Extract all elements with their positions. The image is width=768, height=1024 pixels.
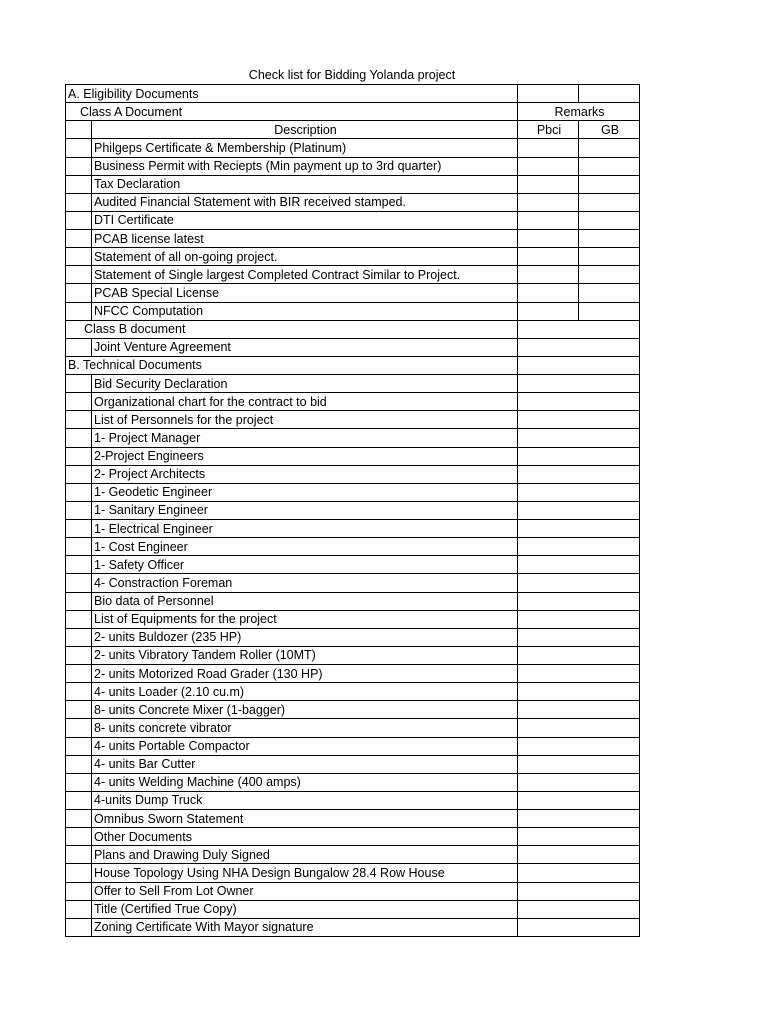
checklist-row xyxy=(66,683,640,701)
item-description: 2- units Buldozer (235 HP) xyxy=(92,628,518,646)
checklist-table xyxy=(65,84,640,937)
gb-header: GB xyxy=(579,121,640,139)
gb-checkbox-cell[interactable] xyxy=(579,193,640,211)
indent-cell xyxy=(66,918,92,936)
remarks-cell[interactable] xyxy=(518,646,640,664)
remarks-cell[interactable] xyxy=(518,483,640,501)
indent-cell xyxy=(66,719,92,737)
gb-checkbox-cell[interactable] xyxy=(579,175,640,193)
item-description: Offer to Sell From Lot Owner xyxy=(92,882,518,900)
indent-cell xyxy=(66,882,92,900)
checklist-row xyxy=(66,520,640,538)
checklist-row xyxy=(66,157,640,175)
section-a-row xyxy=(66,85,640,103)
checklist-row xyxy=(66,646,640,664)
checklist-row xyxy=(66,266,640,284)
indent-cell xyxy=(66,429,92,447)
pbci-checkbox-cell[interactable] xyxy=(518,211,579,229)
item-description: 1- Safety Officer xyxy=(92,556,518,574)
section-b-row xyxy=(66,356,640,374)
remarks-cell[interactable] xyxy=(518,393,640,411)
checklist-row xyxy=(66,302,640,320)
remarks-cell[interactable] xyxy=(518,918,640,936)
checklist-row xyxy=(66,483,640,501)
item-description: NFCC Computation xyxy=(92,302,518,320)
indent-cell xyxy=(66,683,92,701)
remarks-cell[interactable] xyxy=(518,520,640,538)
indent-cell xyxy=(66,900,92,918)
blank-cell xyxy=(579,85,640,103)
remarks-cell[interactable] xyxy=(518,882,640,900)
remarks-cell[interactable] xyxy=(518,701,640,719)
document-title: Check list for Bidding Yolanda project xyxy=(248,68,456,82)
checklist-row xyxy=(66,465,640,483)
remarks-cell[interactable] xyxy=(518,846,640,864)
checklist-row xyxy=(66,338,640,356)
remarks-cell[interactable] xyxy=(518,755,640,773)
pbci-checkbox-cell[interactable] xyxy=(518,175,579,193)
item-description: Other Documents xyxy=(92,828,518,846)
checklist-row xyxy=(66,737,640,755)
item-description: 2-Project Engineers xyxy=(92,447,518,465)
item-description: List of Personnels for the project xyxy=(92,411,518,429)
item-description: Plans and Drawing Duly Signed xyxy=(92,846,518,864)
indent-cell xyxy=(66,538,92,556)
item-description: Tax Declaration xyxy=(92,175,518,193)
indent-cell xyxy=(66,230,92,248)
indent-cell xyxy=(66,592,92,610)
item-description: 1- Sanitary Engineer xyxy=(92,501,518,519)
item-description: Audited Financial Statement with BIR received stamped. xyxy=(92,193,518,211)
pbci-checkbox-cell[interactable] xyxy=(518,230,579,248)
item-description: Organizational chart for the contract to bid xyxy=(92,393,518,411)
checklist-row xyxy=(66,791,640,809)
remarks-cell[interactable] xyxy=(518,447,640,465)
indent-cell xyxy=(66,791,92,809)
checklist-row xyxy=(66,810,640,828)
gb-checkbox-cell[interactable] xyxy=(579,230,640,248)
indent-cell xyxy=(66,248,92,266)
remarks-cell[interactable] xyxy=(518,737,640,755)
remarks-cell[interactable] xyxy=(518,592,640,610)
indent-cell xyxy=(66,755,92,773)
gb-checkbox-cell[interactable] xyxy=(579,211,640,229)
blank-cell xyxy=(66,121,92,139)
checklist-row xyxy=(66,592,640,610)
item-description: 4- Constraction Foreman xyxy=(92,574,518,592)
indent-cell xyxy=(66,175,92,193)
checklist-row xyxy=(66,918,640,936)
indent-cell xyxy=(66,628,92,646)
remarks-cell xyxy=(518,356,640,374)
pbci-checkbox-cell[interactable] xyxy=(518,248,579,266)
pbci-checkbox-cell[interactable] xyxy=(518,302,579,320)
class-b-row xyxy=(66,320,640,338)
remarks-cell[interactable] xyxy=(518,556,640,574)
indent-cell xyxy=(66,520,92,538)
indent-cell xyxy=(66,610,92,628)
gb-checkbox-cell[interactable] xyxy=(579,266,640,284)
remarks-cell[interactable] xyxy=(518,791,640,809)
item-description: 4- units Portable Compactor xyxy=(92,737,518,755)
indent-cell xyxy=(66,810,92,828)
remarks-cell xyxy=(518,320,640,338)
indent-cell xyxy=(66,846,92,864)
item-description: 4- units Loader (2.10 cu.m) xyxy=(92,683,518,701)
item-description: 4-units Dump Truck xyxy=(92,791,518,809)
indent-cell xyxy=(66,483,92,501)
item-description: 2- units Vibratory Tandem Roller (10MT) xyxy=(92,646,518,664)
item-description: Business Permit with Reciepts (Min payment up to 3rd quarter) xyxy=(92,157,518,175)
indent-cell xyxy=(66,864,92,882)
indent-cell xyxy=(66,393,92,411)
item-description: Bid Security Declaration xyxy=(92,375,518,393)
gb-checkbox-cell[interactable] xyxy=(579,248,640,266)
item-description: Joint Venture Agreement xyxy=(92,338,518,356)
remarks-cell[interactable] xyxy=(518,538,640,556)
item-description: PCAB license latest xyxy=(92,230,518,248)
remarks-cell[interactable] xyxy=(518,773,640,791)
checklist-row xyxy=(66,773,640,791)
item-description: 2- Project Architects xyxy=(92,465,518,483)
checklist-row xyxy=(66,900,640,918)
gb-checkbox-cell[interactable] xyxy=(579,302,640,320)
item-description: 2- units Motorized Road Grader (130 HP) xyxy=(92,665,518,683)
checklist-row xyxy=(66,230,640,248)
indent-cell xyxy=(66,211,92,229)
checklist-row xyxy=(66,610,640,628)
remarks-cell[interactable] xyxy=(518,719,640,737)
item-description: 8- units concrete vibrator xyxy=(92,719,518,737)
class-a-label: Class A Document xyxy=(66,103,518,121)
remarks-cell[interactable] xyxy=(518,810,640,828)
indent-cell xyxy=(66,574,92,592)
indent-cell xyxy=(66,411,92,429)
remarks-cell[interactable] xyxy=(518,610,640,628)
item-description: 1- Cost Engineer xyxy=(92,538,518,556)
indent-cell xyxy=(66,773,92,791)
indent-cell xyxy=(66,701,92,719)
pbci-header: Pbci xyxy=(518,121,579,139)
indent-cell xyxy=(66,447,92,465)
item-description: Title (Certified True Copy) xyxy=(92,900,518,918)
remarks-cell[interactable] xyxy=(518,375,640,393)
gb-checkbox-cell[interactable] xyxy=(579,284,640,302)
remarks-cell[interactable] xyxy=(518,628,640,646)
item-description: PCAB Special License xyxy=(92,284,518,302)
indent-cell xyxy=(66,465,92,483)
pbci-checkbox-cell[interactable] xyxy=(518,193,579,211)
checklist-row xyxy=(66,574,640,592)
section-a-label: A. Eligibility Documents xyxy=(66,85,518,103)
checklist-row xyxy=(66,375,640,393)
column-header-row xyxy=(66,121,640,139)
pbci-checkbox-cell[interactable] xyxy=(518,139,579,157)
checklist-row xyxy=(66,538,640,556)
indent-cell xyxy=(66,284,92,302)
remarks-cell[interactable] xyxy=(518,828,640,846)
checklist-row xyxy=(66,248,640,266)
checklist-row xyxy=(66,139,640,157)
remarks-cell[interactable] xyxy=(518,501,640,519)
indent-cell xyxy=(66,266,92,284)
indent-cell xyxy=(66,375,92,393)
indent-cell xyxy=(66,646,92,664)
checklist-row xyxy=(66,501,640,519)
checklist-row xyxy=(66,719,640,737)
gb-checkbox-cell[interactable] xyxy=(579,157,640,175)
remarks-cell[interactable] xyxy=(518,429,640,447)
checklist-row xyxy=(66,882,640,900)
pbci-checkbox-cell[interactable] xyxy=(518,266,579,284)
item-description: 4- units Bar Cutter xyxy=(92,755,518,773)
class-a-row xyxy=(66,103,640,121)
indent-cell xyxy=(66,665,92,683)
description-header: Description xyxy=(92,121,518,139)
indent-cell xyxy=(66,157,92,175)
pbci-checkbox-cell[interactable] xyxy=(518,284,579,302)
indent-cell xyxy=(66,501,92,519)
item-description: 8- units Concrete Mixer (1-bagger) xyxy=(92,701,518,719)
checklist-row xyxy=(66,211,640,229)
blank-cell xyxy=(518,85,579,103)
indent-cell xyxy=(66,828,92,846)
item-description: Zoning Certificate With Mayor signature xyxy=(92,918,518,936)
item-description: 4- units Welding Machine (400 amps) xyxy=(92,773,518,791)
checklist-row xyxy=(66,284,640,302)
item-description: Statement of Single largest Completed Contract Similar to Project. xyxy=(92,266,518,284)
checklist-row xyxy=(66,755,640,773)
checklist-row xyxy=(66,556,640,574)
remarks-cell[interactable] xyxy=(518,864,640,882)
class-b-label: Class B document xyxy=(66,320,518,338)
checklist-row xyxy=(66,864,640,882)
item-description: Philgeps Certificate & Membership (Platinum) xyxy=(92,139,518,157)
indent-cell xyxy=(66,338,92,356)
item-description: 1- Electrical Engineer xyxy=(92,520,518,538)
item-description: House Topology Using NHA Design Bungalow 28.4 Row House xyxy=(92,864,518,882)
section-b-label: B. Technical Documents xyxy=(66,356,518,374)
remarks-cell[interactable] xyxy=(518,465,640,483)
remarks-cell[interactable] xyxy=(518,411,640,429)
checklist-row xyxy=(66,193,640,211)
indent-cell xyxy=(66,193,92,211)
gb-checkbox-cell[interactable] xyxy=(579,139,640,157)
item-description: Omnibus Sworn Statement xyxy=(92,810,518,828)
item-description: DTI Certificate xyxy=(92,211,518,229)
item-description: 1- Project Manager xyxy=(92,429,518,447)
remarks-cell[interactable] xyxy=(518,574,640,592)
checklist-row xyxy=(66,393,640,411)
checklist-row xyxy=(66,447,640,465)
indent-cell xyxy=(66,302,92,320)
checklist-row xyxy=(66,175,640,193)
checklist-row xyxy=(66,846,640,864)
remarks-header: Remarks xyxy=(518,103,640,121)
indent-cell xyxy=(66,556,92,574)
pbci-checkbox-cell[interactable] xyxy=(518,157,579,175)
indent-cell xyxy=(66,139,92,157)
checklist-row xyxy=(66,828,640,846)
checklist-row xyxy=(66,628,640,646)
remarks-cell[interactable] xyxy=(518,900,640,918)
checklist-row xyxy=(66,701,640,719)
remarks-cell[interactable] xyxy=(518,665,640,683)
checklist-row xyxy=(66,411,640,429)
item-description: List of Equipments for the project xyxy=(92,610,518,628)
indent-cell xyxy=(66,737,92,755)
item-description: Bio data of Personnel xyxy=(92,592,518,610)
checklist-row xyxy=(66,429,640,447)
remarks-cell[interactable] xyxy=(518,338,640,356)
checklist-row xyxy=(66,665,640,683)
item-description: 1- Geodetic Engineer xyxy=(92,483,518,501)
remarks-cell[interactable] xyxy=(518,683,640,701)
item-description: Statement of all on-going project. xyxy=(92,248,518,266)
